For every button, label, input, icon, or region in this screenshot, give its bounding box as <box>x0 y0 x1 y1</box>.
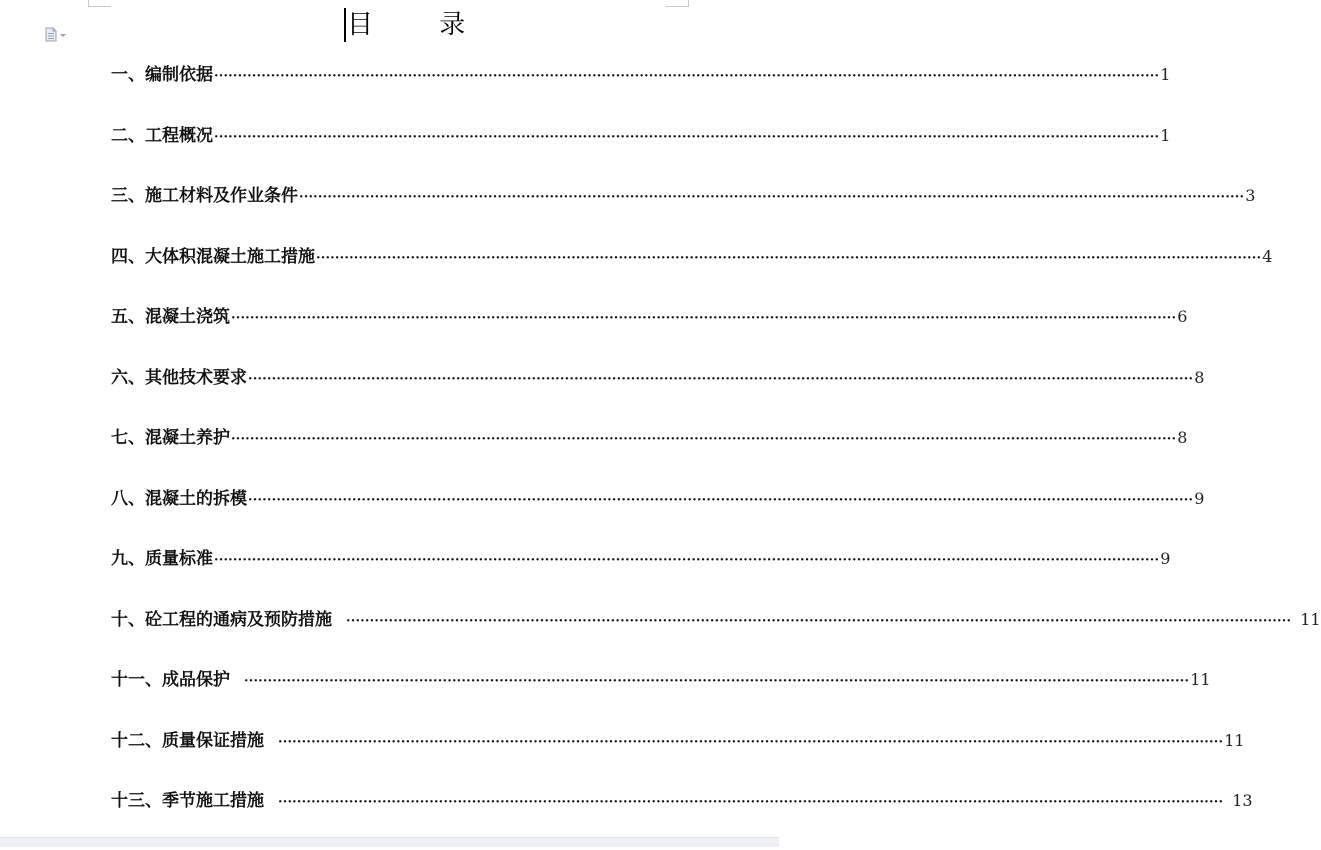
table-of-contents <box>111 63 1321 850</box>
toc-entry-label: 六、其他技术要求 <box>111 367 247 388</box>
toc-leader-dots: ········································································································································································································ <box>214 69 1160 84</box>
toc-entry[interactable] <box>111 426 1188 487</box>
toc-entry-page: 4 <box>1262 246 1273 266</box>
page-title: 目 录 <box>347 10 495 40</box>
toc-entry-label: 二、工程概况 <box>111 125 213 146</box>
toc-entry-page: 6 <box>1177 307 1188 326</box>
toc-entry[interactable] <box>111 245 1273 306</box>
toc-entry[interactable] <box>111 63 1171 124</box>
toc-entry-label: 三、施工材料及作业条件 <box>111 186 298 206</box>
toc-entry[interactable] <box>111 547 1171 608</box>
toc-entry-label: 四、大体积混凝土施工措施 <box>111 246 315 267</box>
toc-entry-page: 11 <box>1224 730 1245 750</box>
text-cursor <box>344 8 346 42</box>
toc-entry-label: 十二、质量保证措施 <box>111 730 264 751</box>
toc-leader-dots: ········································································································································································································ <box>244 674 1190 689</box>
toc-leader-dots: ········································································································································································································ <box>299 190 1245 205</box>
toc-entry-page: 8 <box>1177 428 1188 447</box>
toc-leader-dots: ········································································································································································································ <box>248 371 1194 387</box>
toc-entry-page: 9 <box>1194 488 1205 508</box>
toc-entry-page: 11 <box>1300 609 1321 629</box>
toc-leader-dots: ········································································································································································································ <box>346 613 1292 629</box>
page-corner-mark-left <box>88 0 111 7</box>
toc-entry-label: 一、编制依据 <box>111 65 213 85</box>
toc-entry[interactable] <box>111 608 1321 669</box>
toc-entry-page: 11 <box>1190 670 1211 689</box>
toc-leader-dots: ········································································································································································································ <box>214 129 1160 145</box>
toc-entry[interactable] <box>111 668 1211 729</box>
toc-leader-dots: ········································································································································································································ <box>214 553 1160 568</box>
toc-entry-label: 五、混凝土浇筑 <box>111 307 230 327</box>
bottom-scroll-area <box>0 837 779 847</box>
toc-entry[interactable] <box>111 366 1205 427</box>
toc-entry-page: 1 <box>1160 65 1171 84</box>
toc-leader-dots: ········································································································································································································ <box>231 311 1177 326</box>
toc-entry-page: 3 <box>1245 186 1256 205</box>
toc-entry-label: 十三、季节施工措施 <box>111 791 264 811</box>
toc-entry-page: 8 <box>1194 367 1205 387</box>
toc-entry-label: 七、混凝土养护 <box>111 428 230 448</box>
toc-leader-dots: ········································································································································································································ <box>278 734 1224 750</box>
toc-entry-label: 八、混凝土的拆模 <box>111 488 247 509</box>
toc-entry-label: 十一、成品保护 <box>111 670 230 690</box>
toc-entry[interactable] <box>111 184 1256 245</box>
document-icon <box>45 27 57 42</box>
page-corner-mark-right <box>666 0 689 7</box>
chevron-down-icon <box>60 34 66 37</box>
toc-leader-dots: ········································································································································································································ <box>231 432 1177 447</box>
document-menu-button[interactable] <box>45 26 73 42</box>
toc-entry-page: 1 <box>1160 125 1171 145</box>
toc-entry[interactable] <box>111 487 1205 548</box>
toc-entry-label: 九、质量标准 <box>111 549 213 569</box>
toc-leader-dots: ········································································································································································································ <box>278 795 1224 810</box>
toc-entry-page: 13 <box>1232 791 1253 810</box>
toc-entry[interactable] <box>111 729 1245 790</box>
toc-entry[interactable] <box>111 305 1188 366</box>
toc-entry-page: 9 <box>1160 549 1171 568</box>
toc-leader-dots: ········································································································································································································ <box>248 492 1194 508</box>
toc-entry[interactable] <box>111 124 1171 185</box>
toc-leader-dots: ········································································································································································································ <box>316 250 1262 266</box>
toc-entry-label: 十、砼工程的通病及预防措施 <box>111 609 332 630</box>
